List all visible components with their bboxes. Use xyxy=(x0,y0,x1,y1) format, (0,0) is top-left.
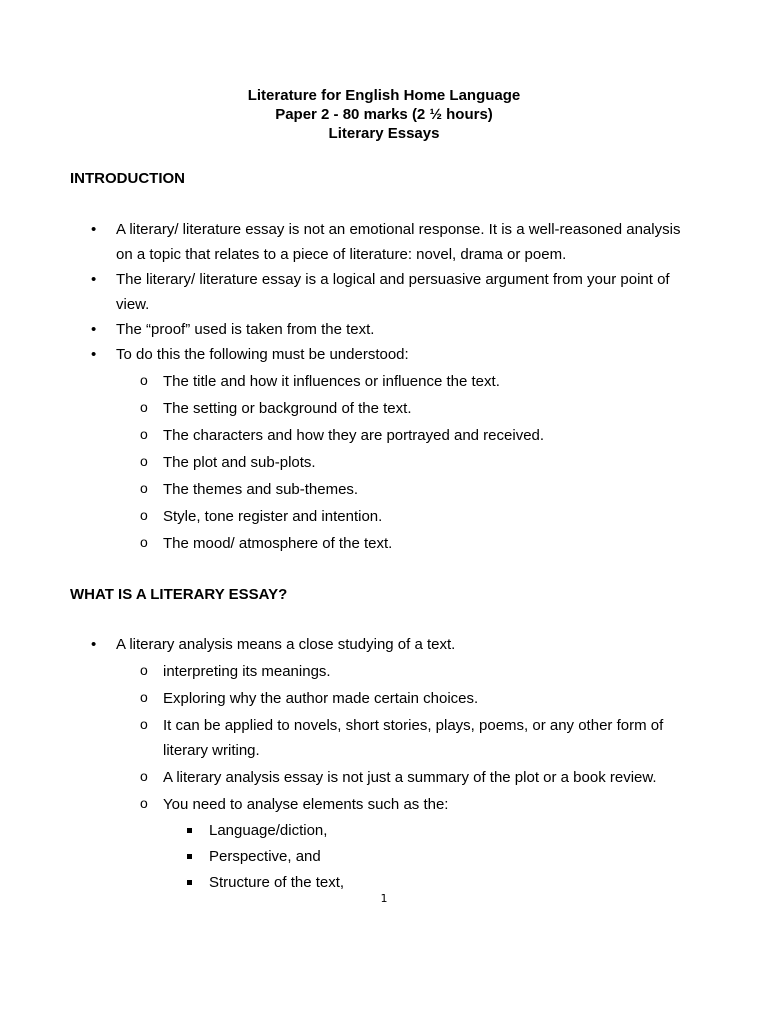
sub-list-item: o The themes and sub-themes. xyxy=(0,477,768,502)
list-item: • The literary/ literature essay is a logical and persuasive argument from your point of view. xyxy=(0,267,768,317)
sub-list-item: o interpreting its meanings. xyxy=(0,659,768,684)
sub-list-item: o The title and how it influences or influence the text. xyxy=(0,369,768,394)
list-item: • A literary analysis means a close studying of a text. xyxy=(0,632,768,657)
literary-essay-list xyxy=(0,632,768,895)
sub-list-item: o The plot and sub-plots. xyxy=(0,450,768,475)
introduction-heading: INTRODUCTION xyxy=(70,170,185,187)
element-list-item: Language/diction, xyxy=(0,818,768,843)
sub-list-item: o A literary analysis essay is not just a summary of the plot or a book review. xyxy=(0,765,768,790)
element-list-item: Perspective, and xyxy=(0,844,768,869)
document-subtitle: Literary Essays xyxy=(328,125,440,142)
list-item: • The “proof” used is taken from the text. xyxy=(0,317,768,342)
sub-list-item: o Style, tone register and intention. xyxy=(0,504,768,529)
literary-essay-heading: WHAT IS A LITERARY ESSAY? xyxy=(70,586,288,603)
list-item: • A literary/ literature essay is not an emotional response. It is a well-reasoned analysis on a topic that relates to a piece of literature: novel, drama or poem. xyxy=(0,217,768,267)
sub-list-item: o The characters and how they are portrayed and received. xyxy=(0,423,768,448)
sub-list-item: o You need to analyse elements such as the: xyxy=(0,792,768,817)
document-title: Literature for English Home Language xyxy=(247,87,521,104)
sub-list-item: o Exploring why the author made certain choices. xyxy=(0,686,768,711)
page-number: 1 xyxy=(380,892,388,905)
element-list-item: Structure of the text, xyxy=(0,870,768,895)
sub-list-item: o It can be applied to novels, short stories, plays, poems, or any other form of literary writing. xyxy=(0,713,768,763)
introduction-list xyxy=(0,217,768,556)
list-item: • To do this the following must be understood: xyxy=(0,342,768,367)
sub-list-item: o The setting or background of the text. xyxy=(0,396,768,421)
document-title-block xyxy=(0,86,768,143)
sub-list-item: o The mood/ atmosphere of the text. xyxy=(0,531,768,556)
paper-info: Paper 2 - 80 marks (2 ½ hours) xyxy=(275,106,493,123)
